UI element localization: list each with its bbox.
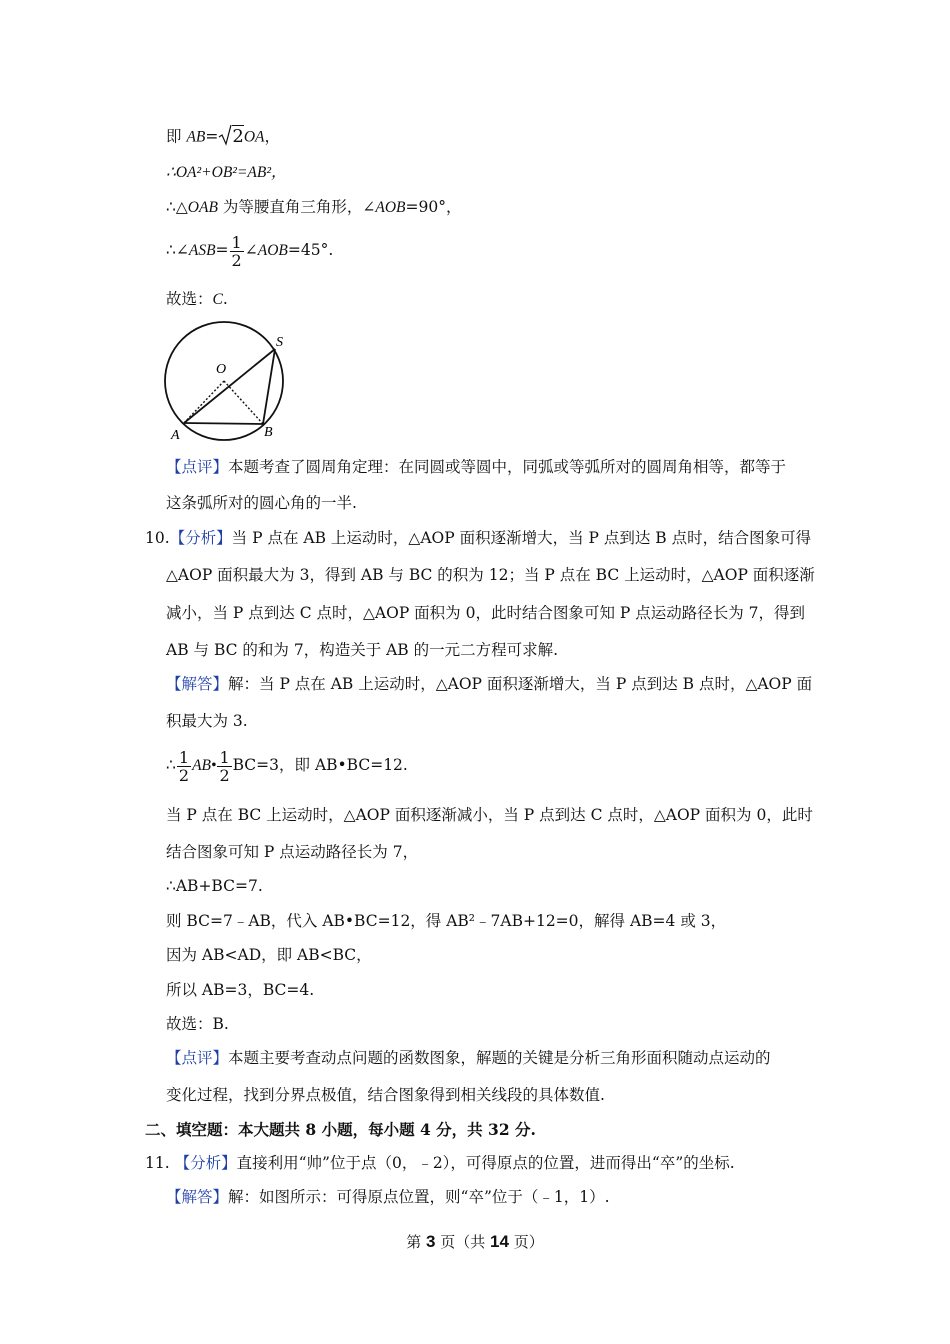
text: AB 与 BC 的和为 7，构造关于 AB 的一元二方程可求解. (166, 641, 559, 659)
text-line (166, 640, 558, 660)
text: =90°， (405, 198, 462, 216)
fraction (217, 749, 231, 784)
math-var: AOB (375, 199, 406, 216)
solution-tag: 【解答】 (166, 675, 229, 693)
text: 因为 AB<AD，即 AB<BC， (166, 946, 372, 964)
text: 积最大为 3. (166, 712, 248, 730)
equation: ∴OA²+OB²=AB²， (166, 164, 287, 181)
question-line (145, 1153, 735, 1173)
label-a: A (171, 428, 180, 443)
label-o: O (216, 362, 227, 377)
text: 第 (406, 1233, 427, 1251)
comment-line (166, 1085, 605, 1105)
equation-line (166, 745, 408, 786)
text: △AOP 面积最大为 3，得到 AB 与 BC 的积为 12；当 P 点在 BC 上运动时，△AOP 面积逐渐 (166, 566, 815, 584)
comment-line (166, 493, 357, 513)
text-line (166, 945, 372, 965)
numerator: 1 (231, 232, 242, 252)
text-line (166, 162, 286, 183)
text: ∴△ (166, 198, 188, 216)
segment-ob (224, 381, 263, 424)
text: 则 BC=7﹣AB，代入 AB•BC=12，得 AB²﹣7AB+12=0，解得 AB=4 或 3， (166, 912, 727, 930)
denominator: 2 (231, 250, 242, 270)
text: ， (264, 127, 281, 146)
text-line (166, 1014, 229, 1034)
text: 变化过程，找到分界点极值，结合图象得到相关线段的具体数值. (166, 1086, 605, 1104)
text: 直接利用“帅”位于点（0，﹣2），可得原点的位置，进而得出“卒”的坐标. (236, 1154, 735, 1172)
text-line (166, 603, 805, 623)
text: 页（共 (435, 1233, 491, 1251)
text-line (166, 124, 280, 151)
analysis-tag: 【分析】 (169, 529, 232, 547)
question-line (145, 528, 811, 548)
circle-figure (160, 318, 300, 448)
text: ∴ (166, 756, 176, 774)
text-line (166, 980, 314, 1000)
text: BC=3，即 AB•BC=12. (232, 756, 408, 774)
page-number: 3 (426, 1232, 436, 1251)
text: 本题考查了圆周角定理：在同圆或等圆中，同弧或等弧所对的圆周角相等，都等于 (228, 458, 787, 476)
text: 本题主要考查动点问题的函数图象，解题的关键是分析三角形面积随动点运动的 (228, 1049, 771, 1067)
text: 当 P 点在 BC 上运动时，△AOP 面积逐渐减小，当 P 点到达 C 点时，△AOP 面积为 0，此时 (166, 806, 813, 824)
numerator: 1 (178, 747, 190, 767)
segment-as (184, 349, 275, 423)
solution-tag: 【解答】 (166, 1188, 229, 1206)
text: ∴AB+BC=7. (166, 877, 263, 895)
text: 所以 AB=3，BC=4. (166, 981, 315, 999)
denominator: 2 (219, 765, 230, 785)
text-line (166, 1187, 610, 1207)
numerator: 1 (219, 747, 230, 767)
denominator: 2 (178, 765, 190, 785)
segment-oa (184, 381, 224, 423)
text-line (166, 674, 812, 694)
text-line (166, 842, 418, 862)
section-heading: 二、填空题：本大题共 8 小题，每小题 4 分，共 32 分. (145, 1120, 536, 1139)
text-line (166, 289, 228, 310)
text: 即 (166, 127, 187, 146)
math-var: OA (243, 128, 265, 146)
text-line (166, 197, 461, 218)
text-line (166, 230, 333, 271)
fraction (177, 749, 191, 784)
text-line (166, 805, 813, 825)
text: ∠ (244, 241, 258, 259)
comment-line (166, 457, 786, 477)
comment-line (166, 1048, 771, 1068)
text: 解：当 P 点在 AB 上运动时，△AOP 面积逐渐增大，当 P 点到达 B 点时，△AOP 面 (228, 675, 813, 693)
text-line (166, 876, 263, 896)
text: 结合图象可知 P 点运动路径长为 7， (166, 843, 419, 861)
text: ∴∠ (166, 241, 189, 259)
text: 当 P 点在 AB 上运动时，△AOP 面积逐渐增大，当 P 点到达 B 点时，结合图象可得 (231, 529, 812, 547)
text: 故选：B. (166, 1015, 229, 1033)
question-number: 11. (145, 1154, 170, 1172)
text-line (166, 911, 726, 931)
math-var: AOB (257, 242, 288, 259)
math-var: OAB (187, 199, 218, 216)
text: 故选： (166, 290, 213, 308)
text: 减小，当 P 点到达 C 点时，△AOP 面积为 0，此时结合图象可知 P 点运动路径长为 7，得到 (166, 604, 806, 622)
question-number: 10. (145, 529, 170, 547)
math-var: ASB (188, 242, 216, 259)
segment-ab (184, 423, 263, 424)
math-var: AB (186, 128, 206, 146)
fraction (230, 234, 244, 269)
text-line (166, 711, 248, 731)
analysis-tag: 【分析】 (174, 1154, 237, 1172)
math-var: AB• (192, 757, 217, 774)
radicand: 2 (232, 125, 244, 147)
text: 页） (508, 1233, 544, 1251)
comment-tag: 【点评】 (166, 458, 229, 476)
comment-tag: 【点评】 (166, 1049, 229, 1067)
text: =45°. (287, 241, 334, 259)
text-line (166, 565, 815, 585)
text: 这条弧所对的圆心角的一半. (166, 494, 357, 512)
label-s: S (276, 335, 283, 350)
sqrt-symbol (218, 124, 232, 151)
total-pages: 14 (490, 1232, 509, 1251)
math-var: C (212, 291, 223, 308)
label-b: B (264, 425, 273, 440)
text: 为等腰直角三角形，∠ (217, 198, 376, 216)
page-footer (0, 1231, 950, 1252)
text: = (205, 127, 219, 146)
text: = (215, 241, 229, 259)
text: 解：如图所示：可得原点位置，则“卒”位于（﹣1，1）. (228, 1188, 610, 1206)
text: . (222, 290, 228, 308)
